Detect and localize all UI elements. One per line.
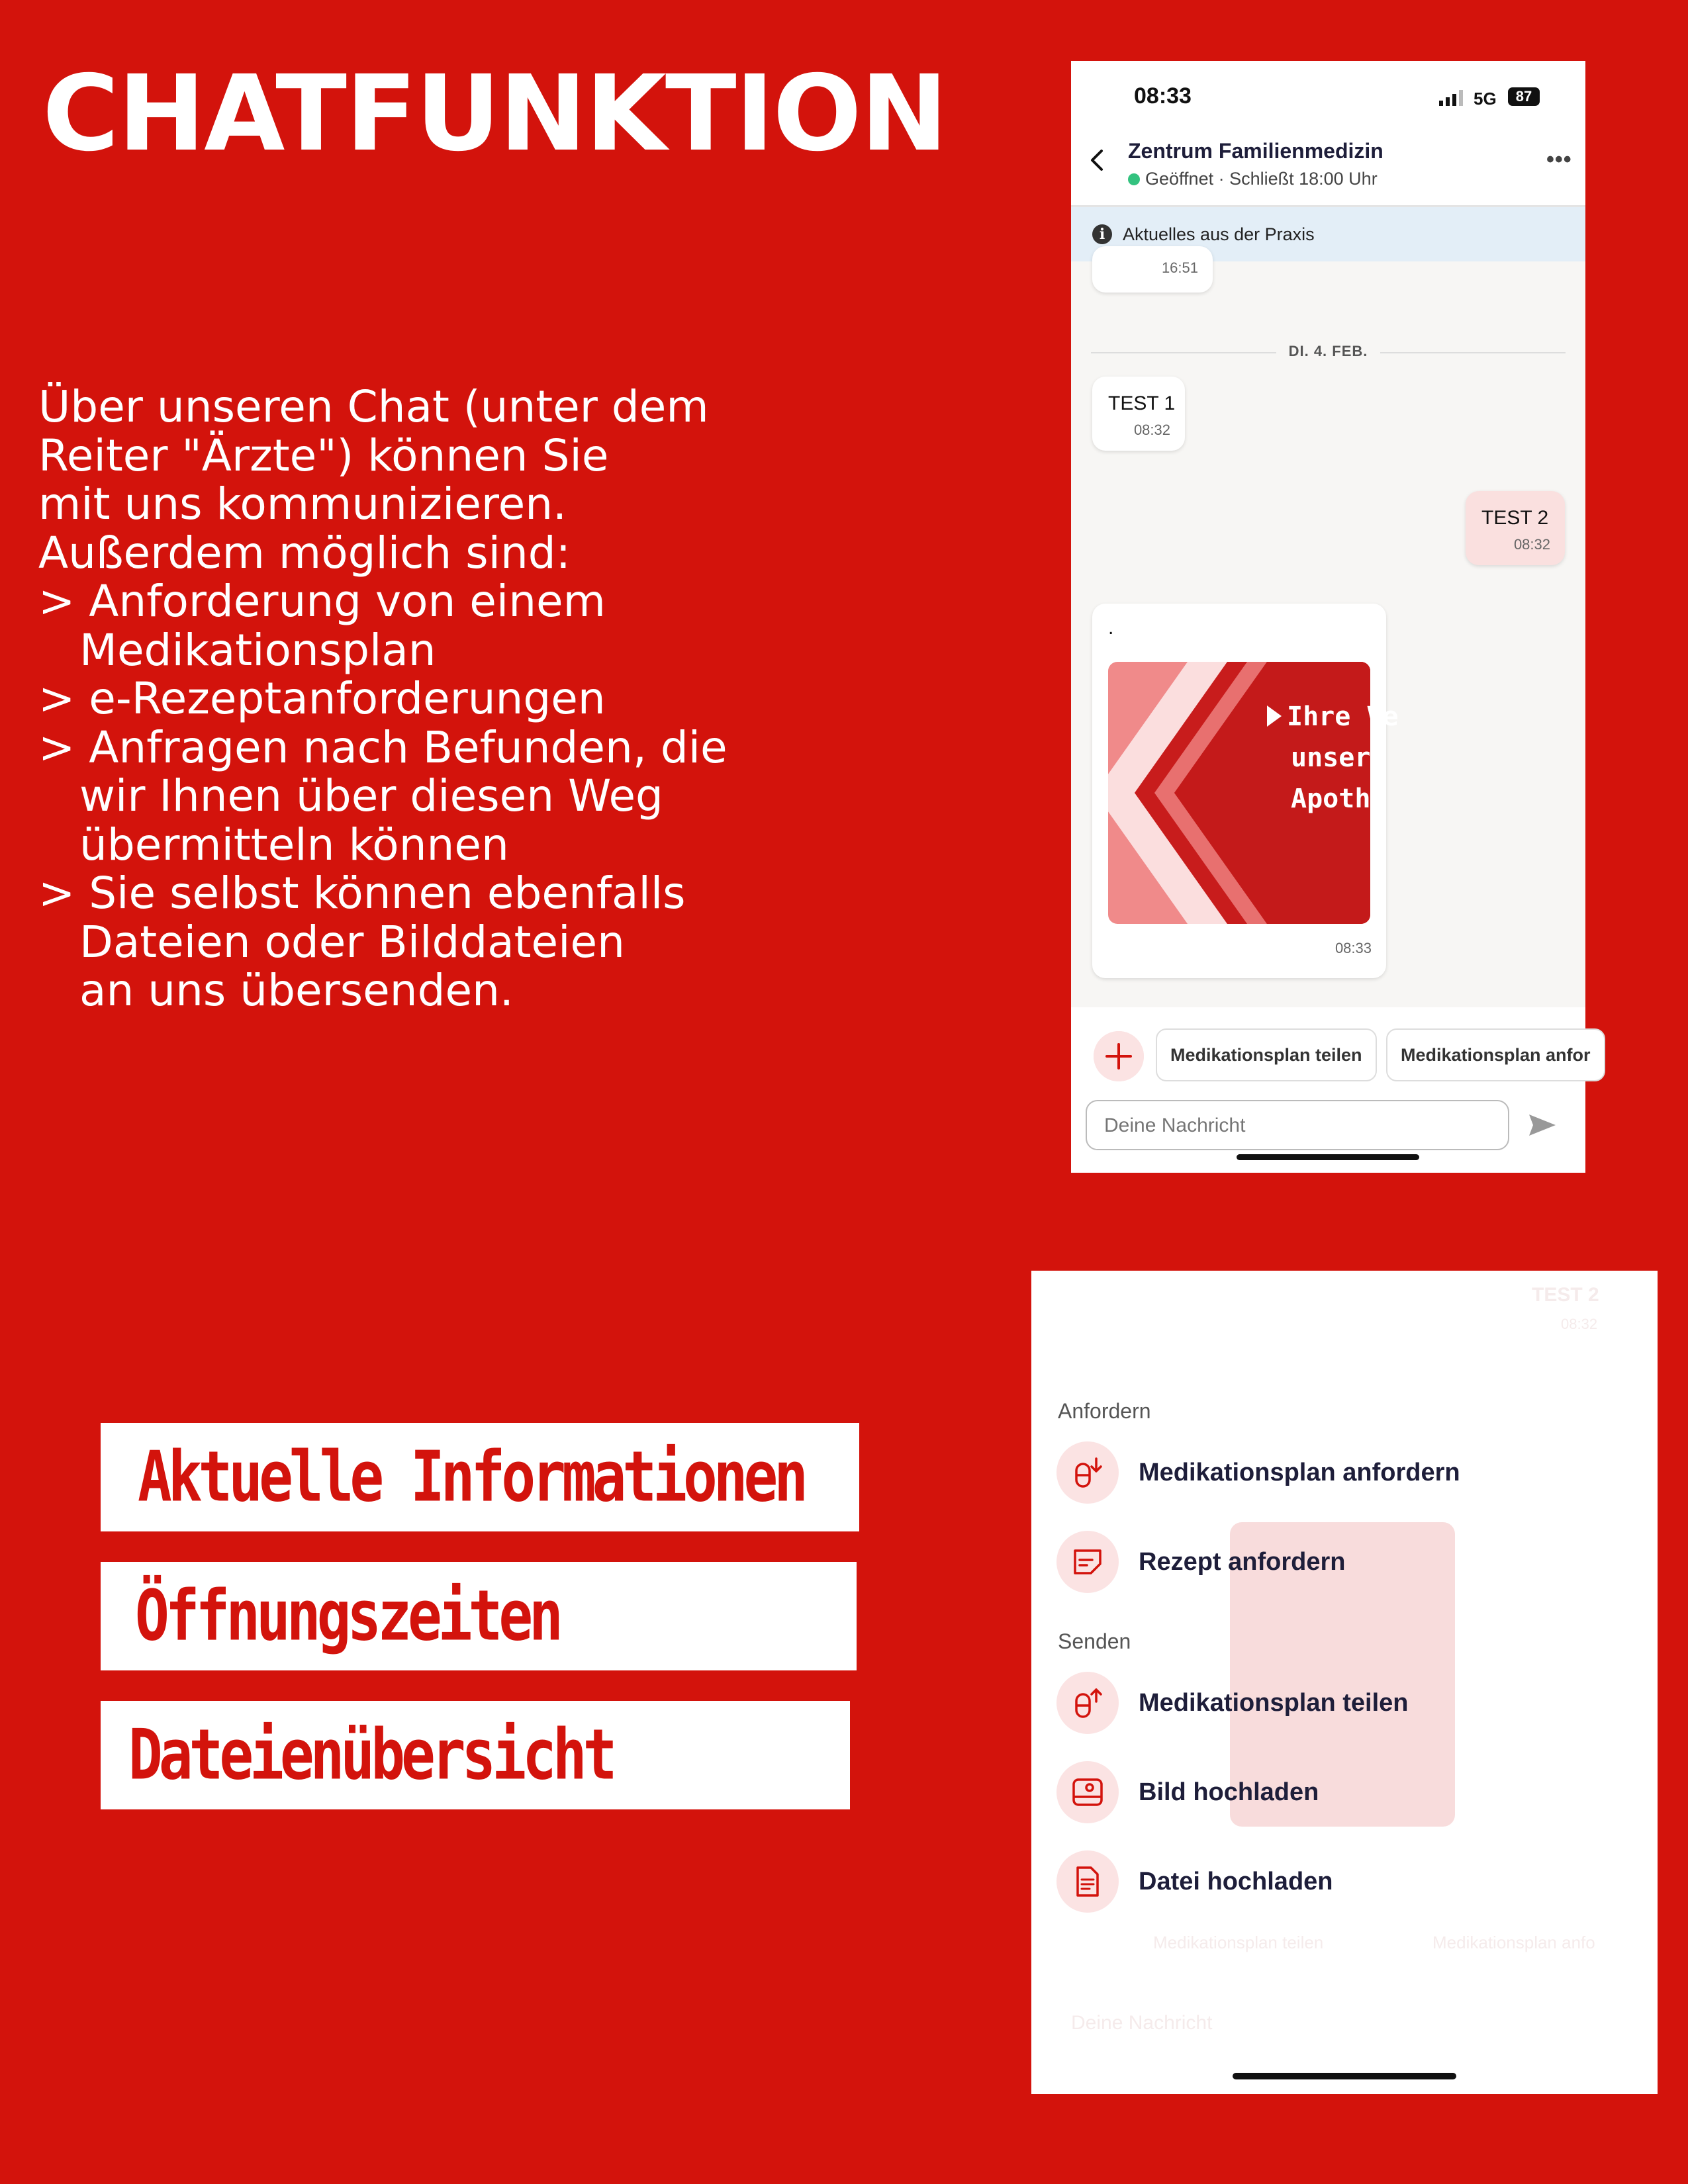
action-icon-wrap: [1056, 1761, 1119, 1823]
message-text: TEST 2: [1481, 507, 1549, 529]
send-icon[interactable]: [1528, 1112, 1557, 1138]
action-label: Rezept anfordern: [1139, 1547, 1346, 1576]
info-icon: i: [1092, 224, 1112, 244]
description-line: > Anfragen nach Befunden, die: [38, 721, 727, 773]
message-text: TEST 1: [1108, 392, 1176, 414]
practice-status: [1128, 169, 1378, 189]
description: [38, 383, 952, 1015]
chat-screenshot: [1071, 61, 1591, 1173]
prescription-icon: [1070, 1544, 1105, 1580]
image-upload-icon: [1070, 1774, 1105, 1810]
action-datei-hochladen[interactable]: [1056, 1848, 1626, 1915]
description-line: Dateien oder Bilddateien: [79, 916, 625, 968]
chip-medikationsplan-anfordern[interactable]: Medikationsplan anfor: [1386, 1028, 1605, 1081]
battery-icon: 87: [1508, 87, 1540, 106]
ghost-time: 08:32: [1561, 1316, 1598, 1332]
action-sheet-screenshot: [1031, 1271, 1658, 2094]
description-line: Medikationsplan: [79, 624, 436, 676]
ghost-chip: Medikationsplan anfo: [1432, 1933, 1595, 1952]
network-label: 5G: [1474, 89, 1497, 109]
signal-icon: [1439, 90, 1466, 106]
description-line: Außerdem möglich sind:: [38, 527, 571, 578]
date-divider: [1091, 339, 1566, 365]
action-label: Medikationsplan anfordern: [1139, 1458, 1460, 1486]
action-label: Bild hochladen: [1139, 1778, 1319, 1806]
action-icon-wrap: [1056, 1531, 1119, 1593]
message-text: .: [1108, 617, 1114, 639]
home-indicator: [1233, 2073, 1456, 2079]
message-input[interactable]: [1103, 1111, 1496, 1141]
section-anfordern: Anfordern: [1058, 1399, 1151, 1423]
message-time: 16:51: [1161, 259, 1198, 276]
description-line: > e-Rezeptanforderungen: [38, 673, 606, 724]
online-dot-icon: [1128, 173, 1140, 185]
action-label: Datei hochladen: [1139, 1867, 1333, 1895]
back-icon[interactable]: [1084, 147, 1111, 173]
image-caption-1: Ihre Ve: [1287, 702, 1399, 732]
action-bild-hochladen[interactable]: [1056, 1759, 1626, 1825]
message-bubble-outgoing: [1466, 491, 1565, 565]
description-line: übermitteln können: [79, 819, 509, 870]
message-input-box: [1086, 1100, 1509, 1150]
description-line: wir Ihnen über diesen Weg: [79, 770, 663, 821]
shared-image-thumbnail[interactable]: [1108, 662, 1399, 924]
ghost-message: TEST 2: [1532, 1284, 1599, 1306]
news-banner-label: Aktuelles aus der Praxis: [1123, 224, 1315, 244]
dateienuebersicht-button[interactable]: Dateienübersicht: [101, 1701, 850, 1809]
action-rezept-anfordern[interactable]: [1056, 1529, 1626, 1595]
ghost-input: Deine Nachricht: [1071, 2012, 1213, 2034]
action-medikationsplan-teilen[interactable]: [1056, 1670, 1626, 1736]
description-line: > Anforderung von einem: [38, 576, 606, 627]
chip-medikationsplan-teilen[interactable]: Medikationsplan teilen: [1156, 1028, 1377, 1081]
pill-upload-icon: [1070, 1685, 1105, 1721]
action-icon-wrap: [1056, 1672, 1119, 1734]
description-line: Reiter "Ärzte") können Sie: [38, 430, 609, 481]
message-time: 08:32: [1513, 536, 1550, 553]
more-icon[interactable]: •••: [1546, 147, 1572, 172]
description-line: mit uns kommunizieren.: [38, 478, 567, 529]
description-line: Über unseren Chat (unter dem: [38, 381, 709, 432]
practice-name: Zentrum Familienmedizin: [1128, 139, 1383, 163]
aktuelle-informationen-button[interactable]: Aktuelle Informationen: [101, 1423, 859, 1531]
description-line: an uns übersenden.: [79, 965, 514, 1016]
image-caption-3: Apothe: [1291, 784, 1387, 814]
action-icon-wrap: [1056, 1850, 1119, 1913]
action-medikationsplan-anfordern[interactable]: [1056, 1439, 1626, 1506]
pill-download-icon: [1070, 1455, 1105, 1490]
message-time: 08:32: [1133, 422, 1170, 438]
message-bubble-prev: [1092, 246, 1213, 293]
section-senden: Senden: [1058, 1629, 1131, 1653]
date-label: DI. 4. FEB.: [1288, 343, 1368, 359]
message-bubble-incoming: [1092, 377, 1185, 451]
oeffnungszeiten-button[interactable]: Öffnungszeiten: [101, 1562, 857, 1670]
image-caption-2: unsere: [1291, 743, 1387, 773]
ghost-chip: Medikationsplan teilen: [1153, 1933, 1324, 1952]
page-title: CHATFUNKTION: [42, 53, 947, 175]
home-indicator: [1237, 1154, 1419, 1160]
action-label: Medikationsplan teilen: [1139, 1688, 1409, 1717]
message-time: 08:33: [1335, 940, 1372, 956]
status-time: 08:33: [1134, 83, 1192, 109]
plus-icon[interactable]: [1094, 1031, 1144, 1081]
document-icon: [1070, 1864, 1105, 1899]
message-bubble-image: [1092, 604, 1399, 978]
action-icon-wrap: [1056, 1441, 1119, 1504]
chat-composer: [1071, 1007, 1591, 1173]
chat-header: [1071, 61, 1585, 207]
status-text: Geöffnet · Schließt 18:00 Uhr: [1145, 169, 1378, 189]
description-line: > Sie selbst können ebenfalls: [38, 868, 686, 919]
